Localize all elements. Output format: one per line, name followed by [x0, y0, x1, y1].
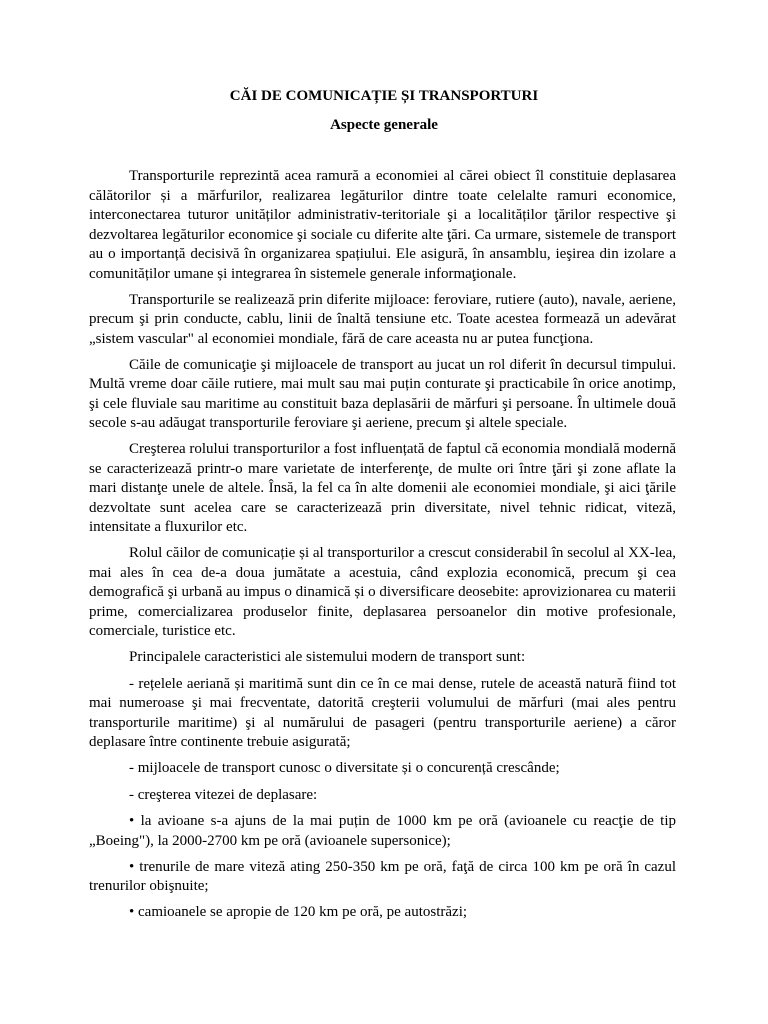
paragraph-growth: Creşterea rolului transporturilor a fost influențată de faptul că economia mondială modernă se caracterizează printr-o mare varietate de interferenţe, de multe ori între ţări şi zone aflate la mari distanţe unele de altele. Însă, la fel ca în alte domenii ale economiei mondiale, şi aici ţările dezvoltate sunt acelea care se caracterizează prin diversitate, nivel tehnic ridicat, viteză, intensitate a fluxurilor etc. [89, 441, 676, 535]
document-subtitle: Aspecte generale [330, 117, 438, 133]
list-item-networks: - rețelele aeriană și maritimă sunt din ce în ce mai dense, rutele de această natură fiind tot mai numeroase şi mai frecventate, datorită creşterii volumului de mărfuri (mai ales pentru transporturile maritime) şi al numărului de pasageri (pentru transporturile aeriene) a căror deplasare între continente trebuie asigurată; [89, 675, 676, 750]
paragraph-characteristics: Principalele caracteristici ale sistemului modern de transport sunt: [129, 649, 526, 665]
bullet-item-trains: • trenurile de mare viteză ating 250-350 km pe oră, faţă de circa 100 km pe oră în cazul trenurilor obişnuite; [89, 858, 676, 894]
paragraph-means: Transporturile se realizează prin diferite mijloace: feroviare, rutiere (auto), navale, aeriene, precum şi prin conducte, cablu, linii de înaltă tensiune etc. Toate acestea formează un adevărat „sistem vascular" al economiei mondiale, fără de care aceasta nu ar putea funcţiona. [89, 291, 676, 347]
paragraph-role: Rolul căilor de comunicație și al transporturilor a crescut considerabil în secolul al XX-lea, mai ales în cea de-a doua jumătate a acestuia, când explozia economică, precum şi cea demografică şi urbană au impus o dinamică și o diversificare deosebite: aprovizionarea cu materii prime, comercializarea produselor finite, deplasarea persoanelor din motive profesionale, comerciale, turistice etc. [89, 545, 676, 639]
document-title: CĂI DE COMUNICAȚIE ȘI TRANSPORTURI [229, 88, 539, 104]
list-item-diversity: - mijloacele de transport cunosc o diversitate și o concurență crescânde; [129, 760, 560, 776]
document-body [89, 167, 676, 929]
list-item-speed: - creşterea vitezei de deplasare: [129, 786, 318, 803]
paragraph-history: Căile de comunicaţie şi mijloacele de transport au jucat un rol diferit în decursul timpului. Multă vreme doar căile rutiere, mai mult sau mai puțin conturate şi practicabile în orice anotimp, şi cele fluviale sau maritime au constituit baza deplasării de mărfuri şi persoane. În ultimele două secole s-au adăugat transporturile feroviare şi aeriene, precum şi altele speciale. [89, 356, 676, 431]
paragraph-intro: Transporturile reprezintă acea ramură a economiei al cărei obiect îl constituie deplasarea călătorilor și a mărfurilor, realizarea legăturilor dintre toate celelalte ramuri economice, interconectarea tuturor unităților administrativ-teritoriale şi a localităților ţărilor respective şi dezvoltarea legăturilor economice şi sociale cu diferite alte ţări. Ca urmare, sistemele de transport au o importanță decisivă în organizarea spațiului. Ele asigură, în ansamblu, ieşirea din izolare a comunităților umane și integrarea în sistemele generale informaţionale. [89, 168, 676, 282]
bullet-item-planes: • la avioane s-a ajuns de la mai puțin de 1000 km pe oră (avioanele cu reacţie de tip „Boeing"), la 2000-2700 km pe oră (avioanele supersonice); [89, 813, 676, 849]
bullet-item-trucks: • camioanele se apropie de 120 km pe oră, pe autostrăzi; [129, 904, 468, 920]
